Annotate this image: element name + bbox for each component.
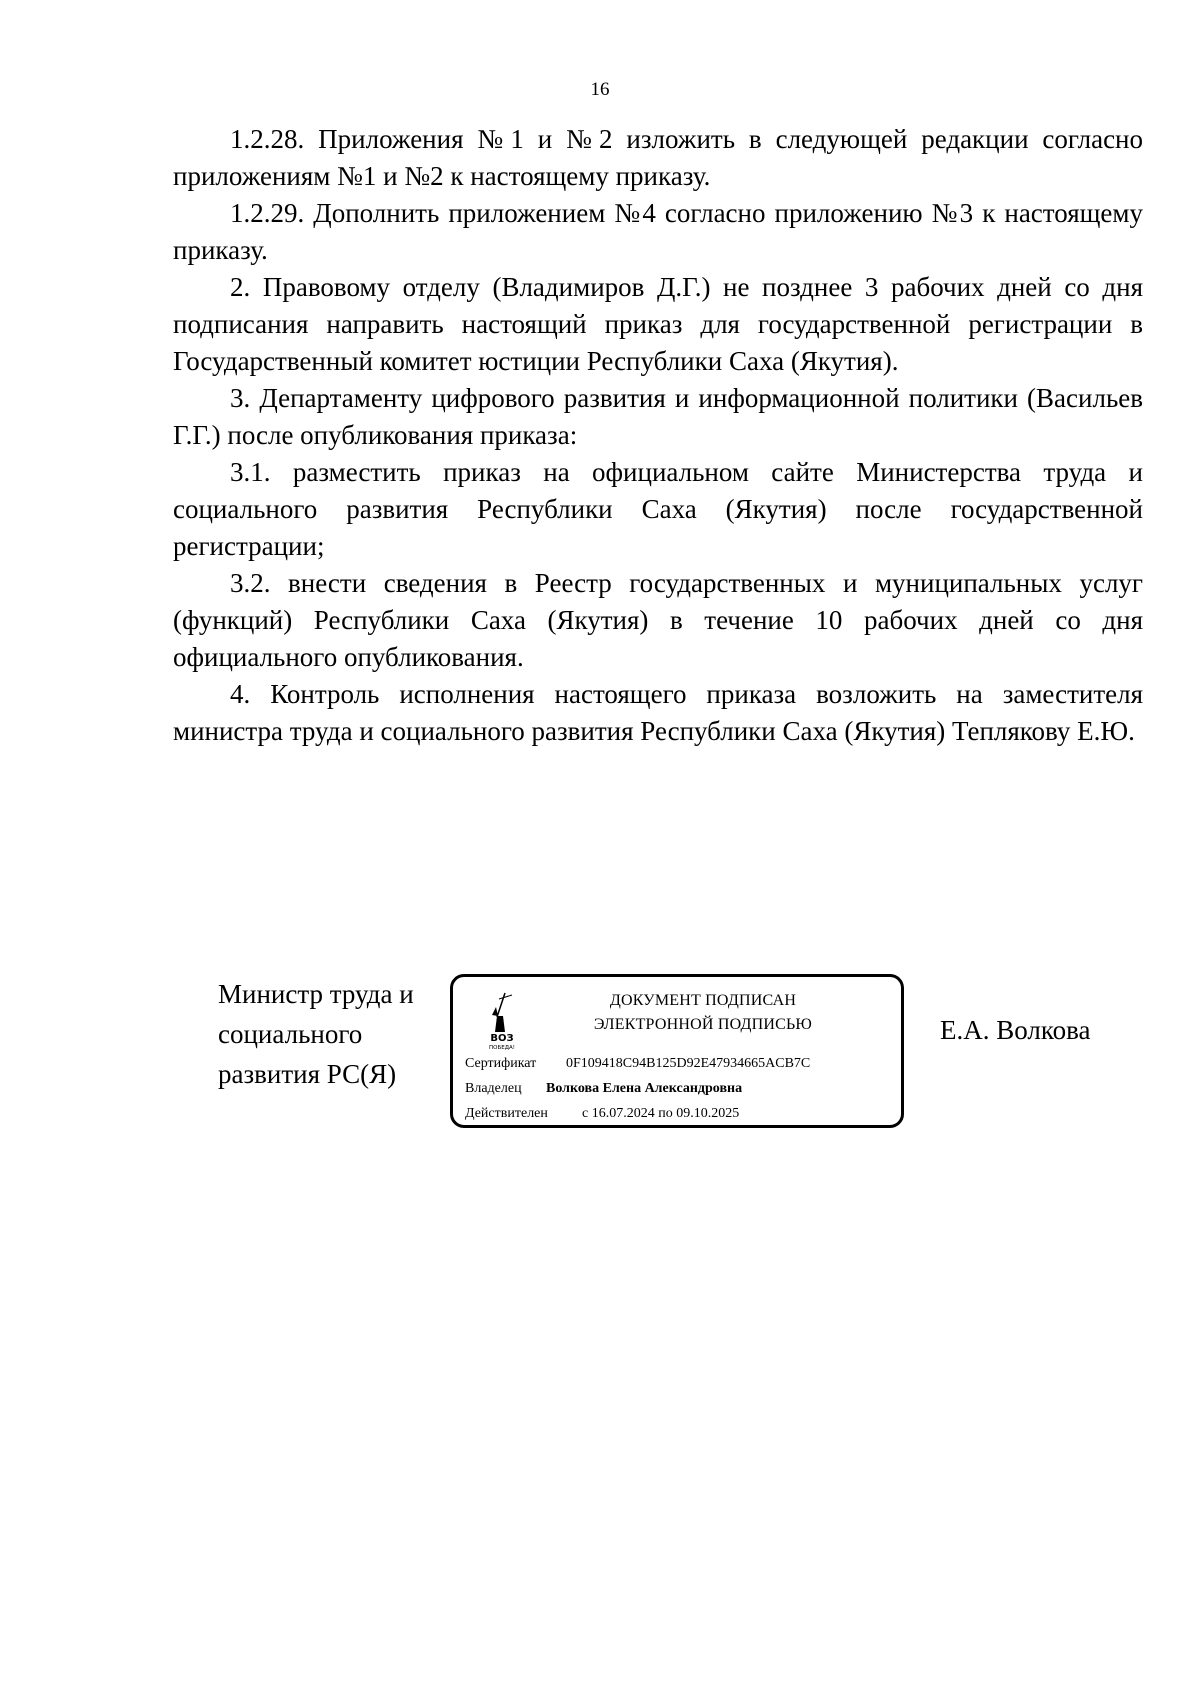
paragraph-1-2-28: 1.2.28. Приложения №1 и №2 изложить в следующей редакции согласно приложениям №1 и №2 к настоящему приказу. bbox=[173, 124, 1143, 191]
signatory-position-line: социального bbox=[218, 1019, 363, 1049]
validity-value: с 16.07.2024 по 09.10.2025 bbox=[582, 1106, 740, 1121]
signatory-position-line: Министр труда и bbox=[218, 979, 414, 1009]
signatory-position-line: развития РС(Я) bbox=[218, 1059, 397, 1089]
paragraph-1-2-29: 1.2.29. Дополнить приложением №4 согласно приложению №3 к настоящему приказу. bbox=[173, 198, 1143, 265]
owner-row bbox=[465, 1080, 742, 1098]
validity-row bbox=[465, 1105, 739, 1123]
emblem-text-line1: ВОЗ bbox=[490, 1033, 514, 1044]
stamp-heading bbox=[553, 989, 853, 1037]
paragraph-3-1: 3.1. разместить приказ на официальном сайте Министерства труда и социального развития Республики Саха (Якутия) после государственной регистрации; bbox=[173, 457, 1143, 561]
stamp-heading-line1: ДОКУМЕНТ ПОДПИСАН bbox=[609, 992, 797, 1009]
page-number: 16 bbox=[590, 79, 610, 100]
signatory-position bbox=[218, 974, 448, 1094]
paragraph-2: 2. Правовому отделу (Владимиров Д.Г.) не позднее 3 рабочих дней со дня подписания направить настоящий приказ для государственной регистрации в Государственный комитет юстиции Республики Саха (Якутия). bbox=[173, 272, 1143, 376]
victory-emblem-icon bbox=[482, 989, 522, 1051]
certificate-row bbox=[465, 1055, 810, 1073]
paragraph-3: 3. Департаменту цифрового развития и информационной политики (Васильев Г.Г.) после опубликования приказа: bbox=[173, 383, 1143, 450]
validity-label: Действителен bbox=[465, 1106, 548, 1121]
certificate-label: Сертификат bbox=[465, 1056, 537, 1071]
stamp-heading-line2: ЭЛЕКТРОННОЙ ПОДПИСЬЮ bbox=[593, 1016, 813, 1033]
owner-label: Владелец bbox=[465, 1081, 522, 1096]
emblem-text-line2: ПОБЕДА! bbox=[489, 1045, 515, 1051]
electronic-signature-stamp bbox=[450, 974, 904, 1128]
paragraph-3-2: 3.2. внести сведения в Реестр государственных и муниципальных услуг (функций) Республики Саха (Якутия) в течение 10 рабочих дней со дня официального опубликования. bbox=[173, 568, 1143, 672]
document-body bbox=[173, 121, 1143, 750]
paragraph-4: 4. Контроль исполнения настоящего приказа возложить на заместителя министра труда и социального развития Республики Саха (Якутия) Теплякову Е.Ю. bbox=[173, 679, 1143, 746]
certificate-value: 0F109418C94B125D92E47934665ACB7C bbox=[566, 1056, 811, 1071]
signatory-name: Е.А. Волкова bbox=[940, 1015, 1091, 1045]
owner-value: Волкова Елена Александровна bbox=[546, 1081, 743, 1096]
